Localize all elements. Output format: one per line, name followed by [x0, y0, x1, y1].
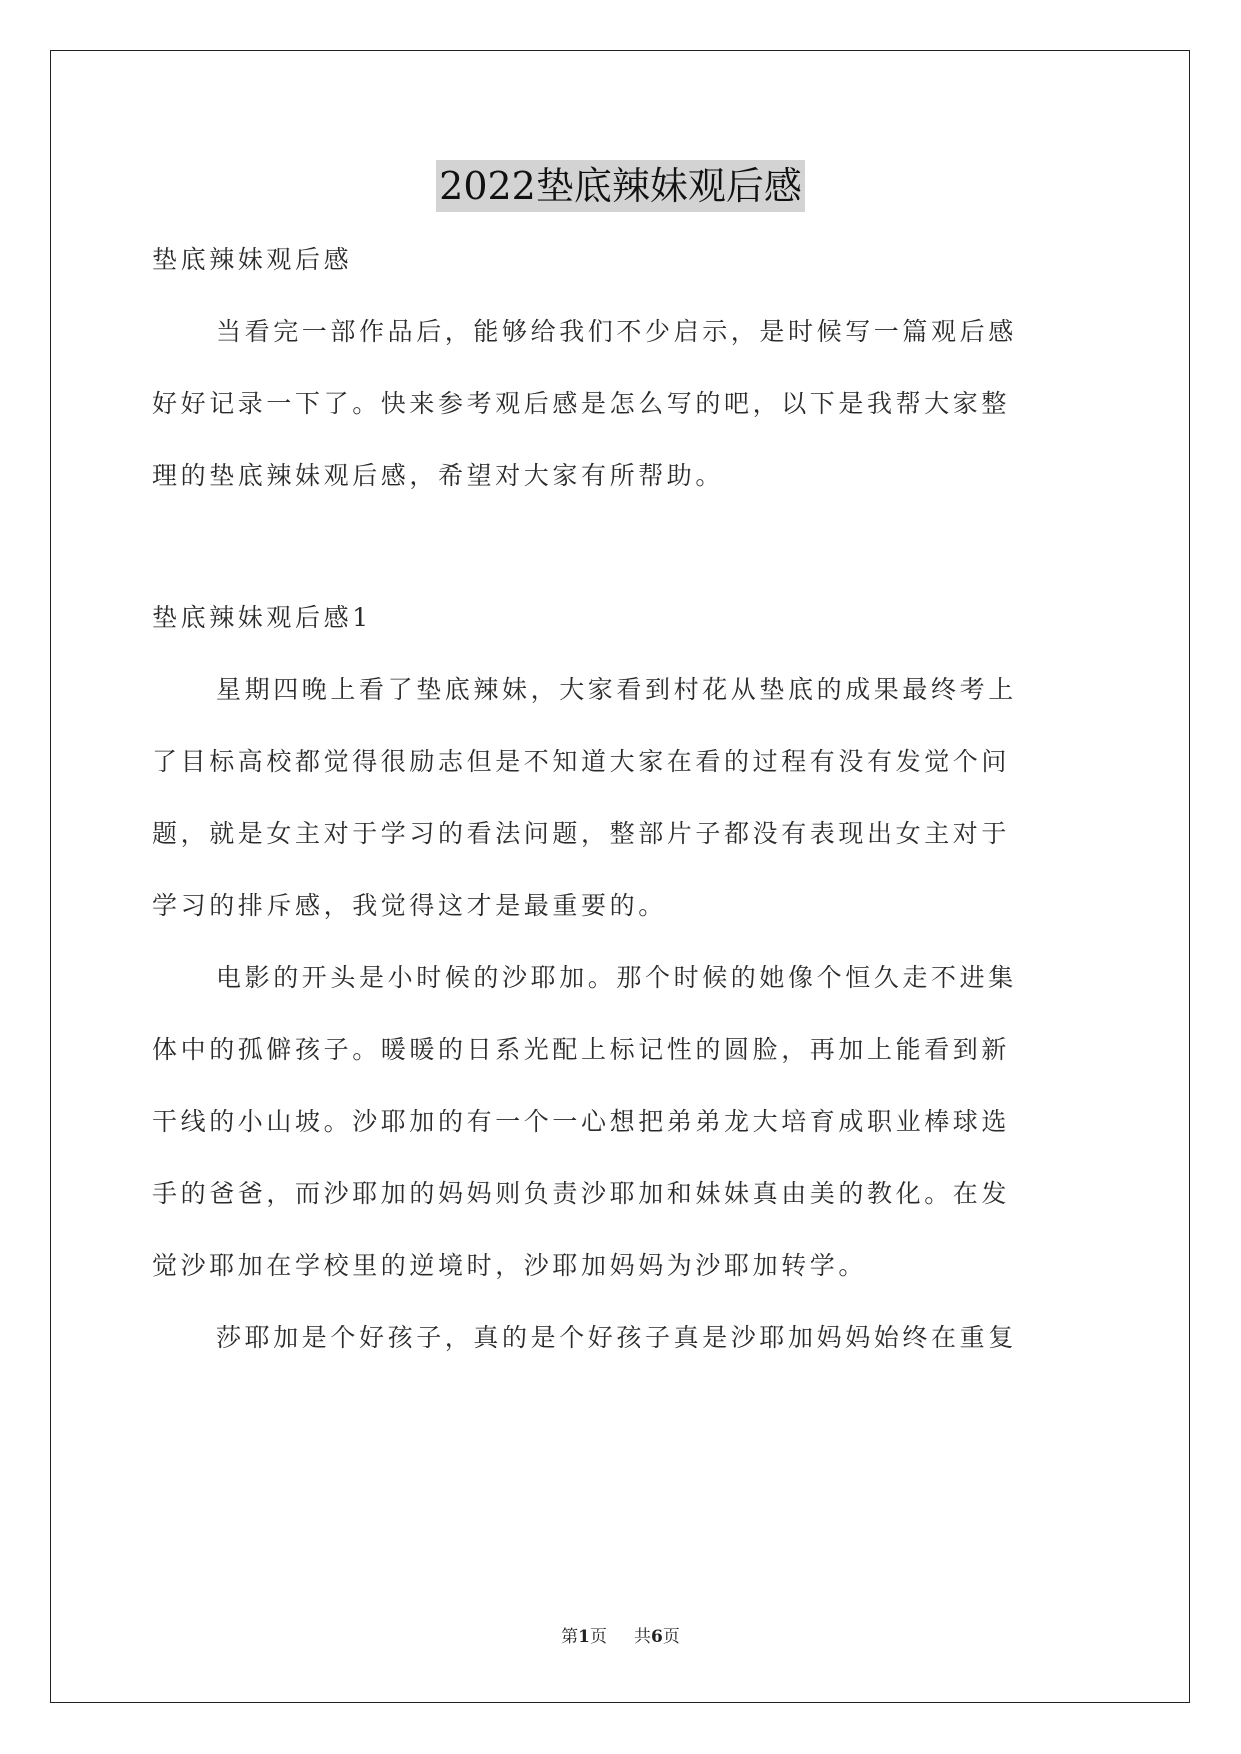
paragraph-line: 干线的小山坡。沙耶加的有一个一心想把弟弟龙大培育成职业棒球选	[152, 1107, 1011, 1136]
paragraph-line: 莎耶加是个好孩子，真的是个好孩子真是沙耶加妈妈始终在重复	[216, 1323, 1017, 1352]
paragraph-line: 体中的孤僻孩子。暖暖的日系光配上标记性的圆脸，再加上能看到新	[152, 1035, 1011, 1064]
page-footer	[0, 1622, 1241, 1647]
section-heading: 垫底辣妹观后感1	[152, 603, 372, 632]
heading-line: 垫底辣妹观后感	[152, 245, 353, 274]
paragraph-line: 觉沙耶加在学校里的逆境时，沙耶加妈妈为沙耶加转学。	[152, 1251, 868, 1280]
paragraph-line: 学习的排斥感，我觉得这才是最重要的。	[152, 891, 667, 920]
paragraph-line: 电影的开头是小时候的沙耶加。那个时候的她像个恒久走不进集	[216, 963, 1017, 992]
page-total: 共6页	[634, 1627, 680, 1647]
paragraph-line: 星期四晚上看了垫底辣妹，大家看到村花从垫底的成果最终考上	[216, 675, 1017, 704]
title-container	[0, 160, 1241, 212]
paragraph-line: 好好记录一下了。快来参考观后感是怎么写的吧，以下是我帮大家整	[152, 389, 1011, 418]
page-number: 第1页	[561, 1627, 607, 1647]
document-title: 2022垫底辣妹观后感	[436, 160, 805, 212]
paragraph-line: 了目标高校都觉得很励志但是不知道大家在看的过程有没有发觉个问	[152, 747, 1011, 776]
paragraph-line: 手的爸爸，而沙耶加的妈妈则负责沙耶加和妹妹真由美的教化。在发	[152, 1179, 1011, 1208]
page-border	[50, 50, 1190, 1703]
paragraph-line: 理的垫底辣妹观后感，希望对大家有所帮助。	[152, 461, 725, 490]
paragraph-line: 题，就是女主对于学习的看法问题，整部片子都没有表现出女主对于	[152, 819, 1011, 848]
paragraph-line: 当看完一部作品后，能够给我们不少启示，是时候写一篇观后感	[216, 317, 1017, 346]
